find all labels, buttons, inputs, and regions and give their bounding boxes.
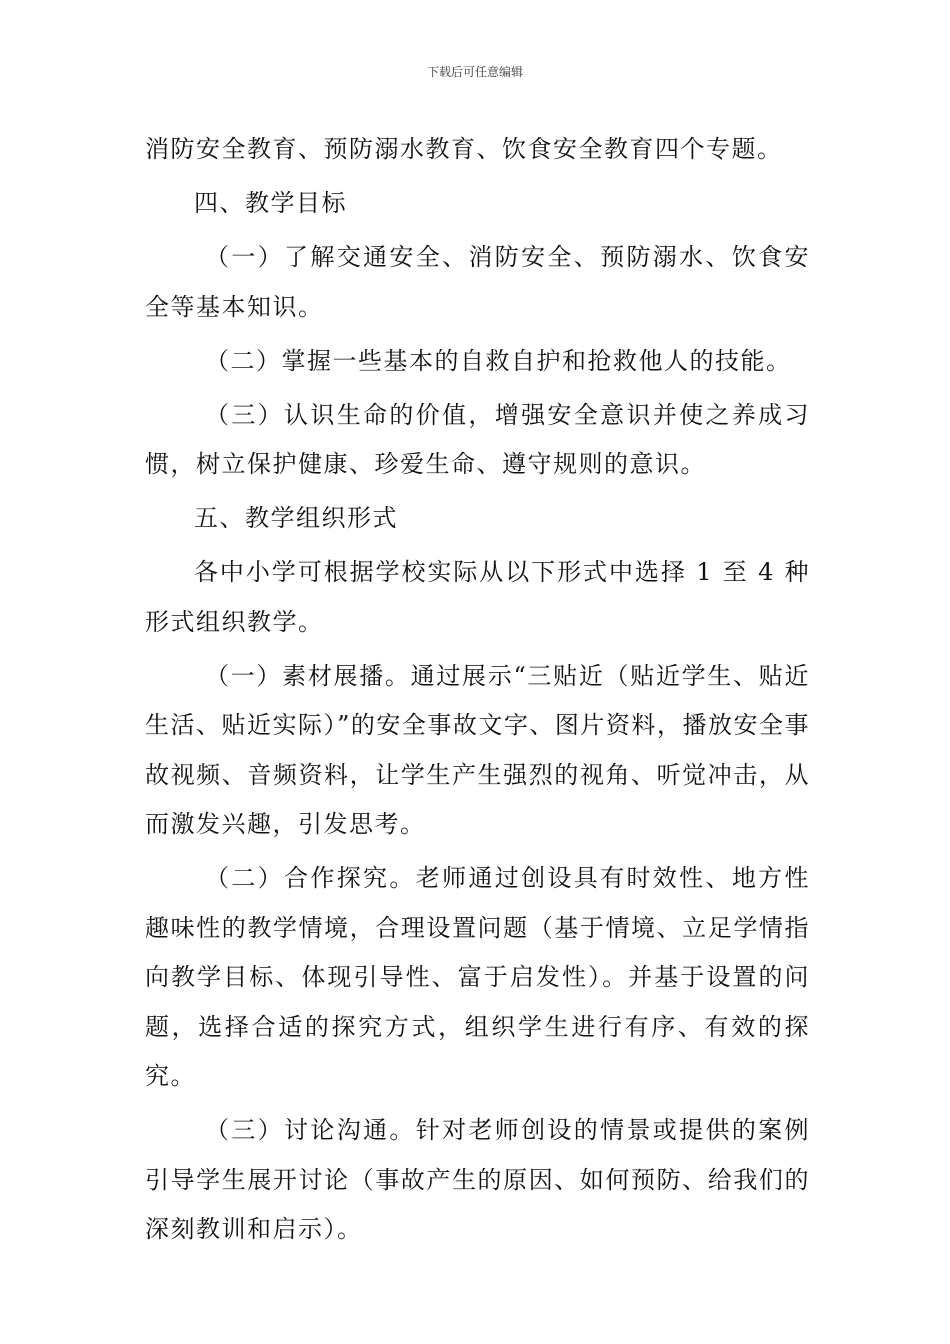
goal-item-3: （三）认识生命的价值，增强安全意识并使之养成习惯，树立保护健康、珍爱生命、遵守规则的意识。 [145, 400, 810, 478]
organization-intro: 各中小学可根据学校实际从以下形式中选择 1 至 4 种形式组织教学。 [145, 558, 810, 636]
form-item-1: （一）素材展播。通过展示“三贴近（贴近学生、贴近生活、贴近实际）”的安全事故文字、图片资料，播放安全事故视频、音频资料，让学生产生强烈的视角、听觉冲击，从而激发兴趣，引发思考。 [145, 661, 810, 838]
document-body [145, 125, 810, 1259]
paragraph-continuation: 消防安全教育、预防溺水教育、饮食安全教育四个专题。 [145, 135, 783, 163]
form-item-2: （二）合作探究。老师通过创设具有时效性、地方性趣味性的教学情境，合理设置问题（基于情境、立足学情指向教学目标、体现引导性、富于启发性）。并基于设置的问题，选择合适的探究方式，组织学生进行有序、有效的探究。 [145, 864, 810, 1090]
form-item-3: （三）讨论沟通。针对老师创设的情景或提供的案例引导学生展开讨论（事故产生的原因、如何预防、给我们的深刻教训和启示）。 [145, 1116, 810, 1243]
page-header: 下载后可任意编辑 [426, 65, 523, 79]
section-heading-teaching-goals: 四、教学目标 [194, 189, 347, 217]
goal-item-2: （二）掌握一些基本的自救自护和抢救他人的技能。 [205, 346, 792, 375]
goal-item-1: （一）了解交通安全、消防安全、预防溺水、饮食安全等基本知识。 [145, 243, 810, 321]
section-heading-teaching-organization: 五、教学组织形式 [194, 504, 398, 532]
